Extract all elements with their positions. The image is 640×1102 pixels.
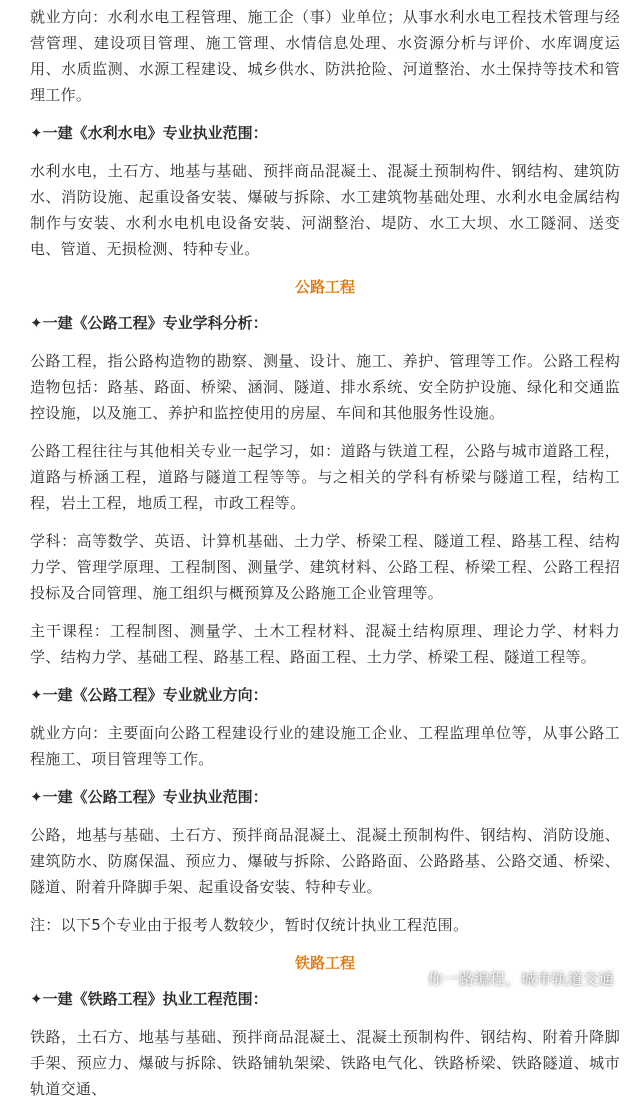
water-scope-heading: ✦一建《水利水电》专业执业范围：	[30, 124, 268, 142]
railway-scope-heading: ✦一建《铁路工程》执业工程范围：	[30, 990, 268, 1008]
water-employment-paragraph: 就业方向：水利水电工程管理、施工企（事）业单位；从事水利水电工程技术管理与经营管理、建设项目管理、施工管理、水情信息处理、水资源分析与评价、水库调度运用、水质监测、水源工程建设、城乡供水、防洪抢险、河道整治、水土保持等技术和管理工作。	[30, 8, 620, 104]
highway-scope-paragraph: 公路，地基与基础、土石方、预拌商品混凝土、混凝土预制构件、钢结构、消防设施、建筑防水、防腐保温、预应力、爆破与拆除、公路路面、公路路基、公路交通、桥梁、隧道、附着升降脚手架、起重设备安装、特种专业。	[30, 826, 620, 896]
highway-subjects-paragraph: 学科：高等数学、英语、计算机基础、土力学、桥梁工程、隧道工程、路基工程、结构力学、管理学原理、工程制图、测量学、建筑材料、公路工程、桥梁工程、公路工程招投标及合同管理、施工组织与概预算及公路施工企业管理等。	[30, 532, 620, 602]
water-scope-paragraph: 水利水电，土石方、地基与基础、预拌商品混凝土、混凝土预制构件、钢结构、建筑防水、消防设施、起重设备安装、爆破与拆除、水工建筑物基础处理、水利水电金属结构制作与安装、水利水电机电设备安装、河湖整治、堤防、水工大坝、水工隧洞、送变电、管道、无损检测、特种专业。	[30, 162, 620, 258]
railway-scope-paragraph: 铁路，土石方、地基与基础、预拌商品混凝土、混凝土预制构件、钢结构、附着升降脚手架、预应力、爆破与拆除、铁路铺轨架梁、铁路电气化、铁路桥梁、铁路隧道、城市轨道交通、	[30, 1028, 620, 1098]
highway-section-title: 公路工程	[294, 278, 355, 296]
watermark: 你一路编程，城市轨道交通	[427, 970, 614, 988]
note-paragraph: 注：以下5个专业由于报考人数较少，暂时仅统计执业工程范围。	[30, 916, 469, 934]
highway-scope-heading: ✦一建《公路工程》专业执业范围：	[30, 788, 268, 806]
railway-section-title: 铁路工程	[294, 954, 355, 972]
highway-analysis-paragraph-2: 公路工程往往与其他相关专业一起学习，如：道路与铁道工程，公路与城市道路工程，道路与桥涵工程，道路与隧道工程等等。与之相关的学科有桥梁与隧道工程，结构工程，岩土工程，地质工程，市政工程等。	[30, 442, 620, 512]
highway-analysis-paragraph-1: 公路工程，指公路构造物的勘察、测量、设计、施工、养护、管理等工作。公路工程构造物包括：路基、路面、桥梁、涵洞、隧道、排水系统、安全防护设施、绿化和交通监控设施，以及施工、养护和监控使用的房屋、车间和其他服务性设施。	[30, 352, 620, 422]
highway-employment-paragraph: 就业方向：主要面向公路工程建设行业的建设施工企业、工程监理单位等，从事公路工程施工、项目管理等工作。	[30, 724, 620, 768]
highway-analysis-heading: ✦一建《公路工程》专业学科分析：	[30, 314, 268, 332]
highway-main-courses-paragraph: 主干课程：工程制图、测量学、土木工程材料、混凝土结构原理、理论力学、材料力学、结构力学、基础工程、路基工程、路面工程、土力学、桥梁工程、隧道工程等。	[30, 622, 620, 666]
highway-employment-heading: ✦一建《公路工程》专业就业方向：	[30, 686, 268, 704]
